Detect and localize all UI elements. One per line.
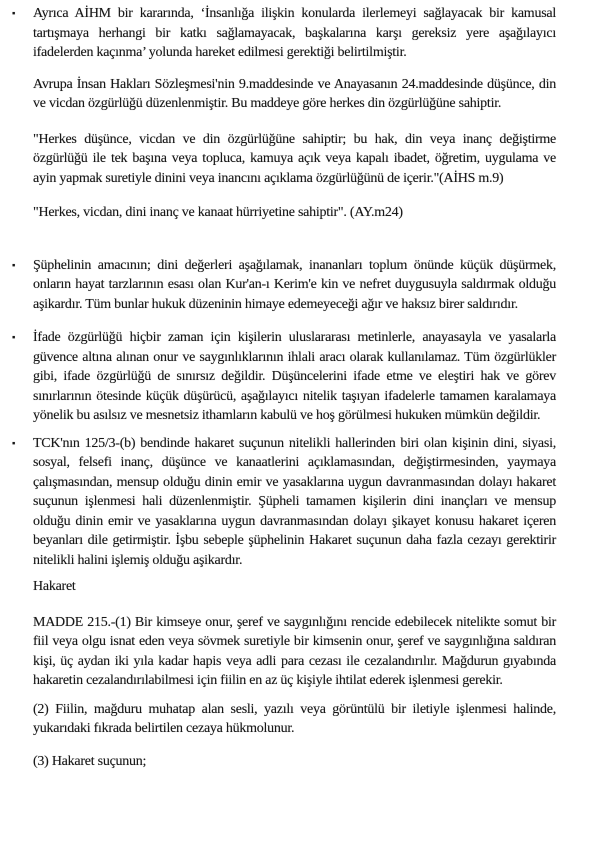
paragraph-text: Avrupa İnsan Hakları Sözleşmesi'nin 9.maddesinde ve Anayasanın 24.maddesinde düşünce, din ve vicdan özgürlüğü düzenlenmiştir. Bu maddeye göre herkes din özgürlüğüne sahiptir. — [33, 76, 556, 111]
paragraph — [33, 577, 556, 597]
paragraph-text: İfade özgürlüğü hiçbir zaman için kişilerin uluslararası metinlerle, anayasayla ve yasalarla güvence altına alınan onur ve saygınlıklarının ihlali aracı olarak kullanılamaz. Tüm özgürlükler gibi, ifade özgürlüğü de sınırsız değildir. Düşüncelerini ifade etme ve eleştiri hak ve görev sınırlarının ötesinde küçük düşürücü, aşağılayıcı nitelik taşıyan ifadelerle tamamen karalamaya yönelik bu asılsız ve mesnetsiz ithamların kabulü ve hoş görülmesi hukuken mümkün değildir. — [33, 330, 556, 423]
document-body — [12, 4, 556, 771]
paragraph-text: "Herkes düşünce, vicdan ve din özgürlüğüne sahiptir; bu hak, din veya inanç değiştirme özgürlüğü ile tek başına veya topluca, kamuya açık veya kapalı ibadet, öğretim, uygulama ve ayin yapmak suretiyle dinini veya inancını açıklama özgürlüğünü de içerir."(AİHS m.9) — [33, 131, 556, 186]
bullet-square-icon: ▪ — [12, 260, 16, 271]
bullet-paragraph — [12, 434, 556, 571]
paragraph — [33, 75, 556, 114]
paragraph — [33, 700, 556, 739]
paragraph-text: (2) Fiilin, mağduru muhatap alan sesli, yazılı veya görüntülü bir iletiyle işlenmesi halinde, yukarıdaki fıkrada belirtilen cezaya hükmolunur. — [33, 701, 556, 736]
paragraph-text: Hakaret — [33, 579, 76, 594]
paragraph — [33, 130, 556, 189]
bullet-square-icon: ▪ — [12, 9, 16, 19]
paragraph — [33, 752, 556, 772]
paragraph-text: "Herkes, vicdan, dini inanç ve kanaat hürriyetine sahiptir". (AY.m24) — [33, 205, 403, 220]
bullet-paragraph — [12, 256, 556, 315]
paragraph-text: Ayrıca AİHM bir kararında, ‘İnsanlığa ilişkin konularda ilerlemeyi sağlayacak bir kamusal tartışmaya herhangi bir katkı sağlamayacak, başkalarına karşı gereksiz yere aşağılayıcı ifadelerden kaçınma’ yolunda hareket edilmesi gerektiği belirtilmiştir. — [33, 6, 556, 60]
paragraph-text: TCK'nın 125/3-(b) bendinde hakaret suçunun nitelikli hallerinden biri olan kişinin dini, siyasi, sosyal, felsefi inanç, düşünce ve kanaatlerini açıklamasından, değiştirmesinden, yaymaya çalışmasından, mensup olduğu dinin emir ve yasaklarına uygun davranmasından dolayı hakaret suçunun işlenmesi hali düzenlenmiştir. Şüpheli tamamen kişilerin dini inançları ve mensup olduğu dinin emir ve yasaklarına uygun davranmasından dolayı şikayet konusu hakaret içeren beyanları dile getirmiştir. İşbu sebeple şüphelinin Hakaret suçunun daha fazla cezayı gerektirir nitelikli halini işlemiş olduğu aşikardır. — [33, 435, 556, 568]
bullet-square-icon: ▪ — [12, 333, 16, 343]
bullet-square-icon: ▪ — [12, 438, 16, 449]
paragraph — [33, 613, 556, 691]
paragraph — [33, 203, 556, 223]
bullet-paragraph — [12, 4, 556, 63]
paragraph-text: (3) Hakaret suçunun; — [33, 753, 147, 769]
paragraph-text: MADDE 215.-(1) Bir kimseye onur, şeref ve saygınlığını rencide edebilecek nitelikte somut bir fiil veya olgu isnat eden veya sövmek suretiyle bir kimsenin onur, şeref ve saygınlığına saldıran kişi, üç aydan iki yıla kadar hapis veya adli para cezası ile cezalandırılır. Mağdurun gıyabında hakaretin cezalandırılabilmesi için fiilin en az üç kişiyle ihtilat ederek işlenmesi gerekir. — [33, 614, 556, 688]
paragraph-text: Şüphelinin amacının; dini değerleri aşağılamak, inananları toplum önünde küçük düşürmek, onların hayat tarzlarının esası olan Kur'an-ı Kerim'e kin ve nefret duygusuyla saldırmak olduğu aşikardır. Tüm bunlar hukuk düzeninin himaye edemeyeceği ağır ve haksız birer saldırıdır. — [33, 257, 556, 312]
bullet-paragraph — [12, 328, 556, 426]
